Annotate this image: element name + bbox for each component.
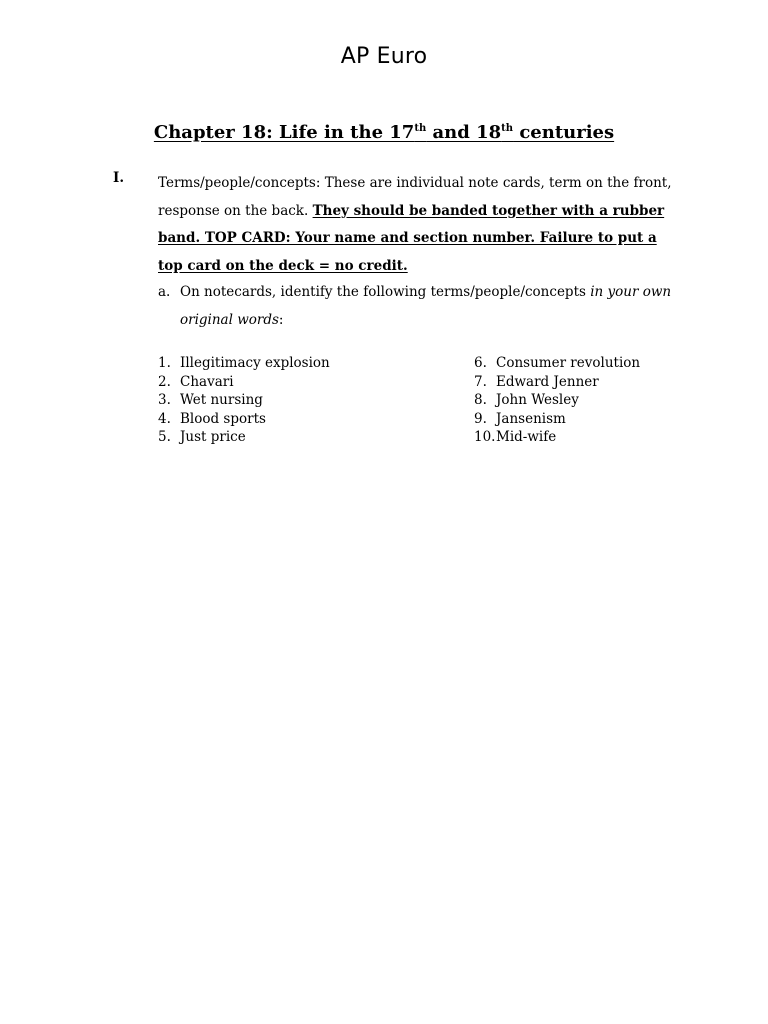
term-text: Edward Jenner [496, 373, 599, 390]
list-item [474, 391, 640, 410]
sub-item-text [180, 279, 680, 334]
list-item [158, 373, 330, 392]
term-number: 8. [474, 392, 487, 408]
term-number: 10. [474, 429, 496, 445]
chapter-title-prefix: Chapter 18: Life in the 17 [153, 122, 415, 143]
term-text: Jansenism [496, 410, 566, 427]
sub-item-italic: in your own original words [180, 284, 672, 328]
instructions-plain: Terms/people/concepts: These are individual note cards, term on the front, response on the back. [158, 175, 672, 219]
term-number: 6. [474, 355, 487, 371]
chapter-title-middle: and 18 [426, 122, 502, 143]
term-number: 2. [158, 373, 171, 390]
term-text: Blood sports [180, 410, 266, 427]
term-text: Wet nursing [180, 392, 263, 408]
term-number: 9. [474, 410, 487, 427]
list-item [158, 354, 330, 373]
instructions-bold: They should be banded together with a rubber band. TOP CARD: Your name and section number. Failure to put a top card on the deck = no credit. [158, 202, 665, 274]
list-item [158, 391, 330, 410]
term-number: 5. [158, 429, 171, 445]
chapter-title-sup-2: th [501, 123, 514, 134]
list-item [474, 428, 640, 447]
terms-column-left [158, 354, 330, 447]
terms-column-right [474, 354, 640, 447]
page-header-title: AP Euro [340, 44, 428, 69]
list-item [474, 410, 640, 429]
term-text: Chavari [180, 373, 234, 390]
term-text: Illegitimacy explosion [180, 355, 330, 371]
section-instructions [158, 170, 678, 280]
sub-item-plain: On notecards, identify the following terms/people/concepts [180, 284, 591, 300]
sub-item-end: : [278, 311, 284, 328]
chapter-title-suffix: centuries [513, 122, 615, 143]
term-text: Just price [180, 429, 246, 445]
term-text: Consumer revolution [496, 355, 641, 371]
term-number: 7. [474, 373, 487, 390]
term-number: 1. [158, 355, 171, 371]
list-item [474, 373, 640, 392]
list-item [474, 354, 640, 373]
list-item [158, 410, 330, 429]
term-text: Mid-wife [496, 429, 557, 445]
list-item [158, 428, 330, 447]
term-text: John Wesley [496, 392, 579, 408]
chapter-title [0, 122, 768, 143]
section-number: I. [113, 170, 125, 186]
chapter-title-sup-1: th [414, 123, 427, 134]
sub-item-letter: a. [158, 284, 171, 300]
term-number: 3. [158, 392, 171, 408]
term-number: 4. [158, 410, 171, 427]
